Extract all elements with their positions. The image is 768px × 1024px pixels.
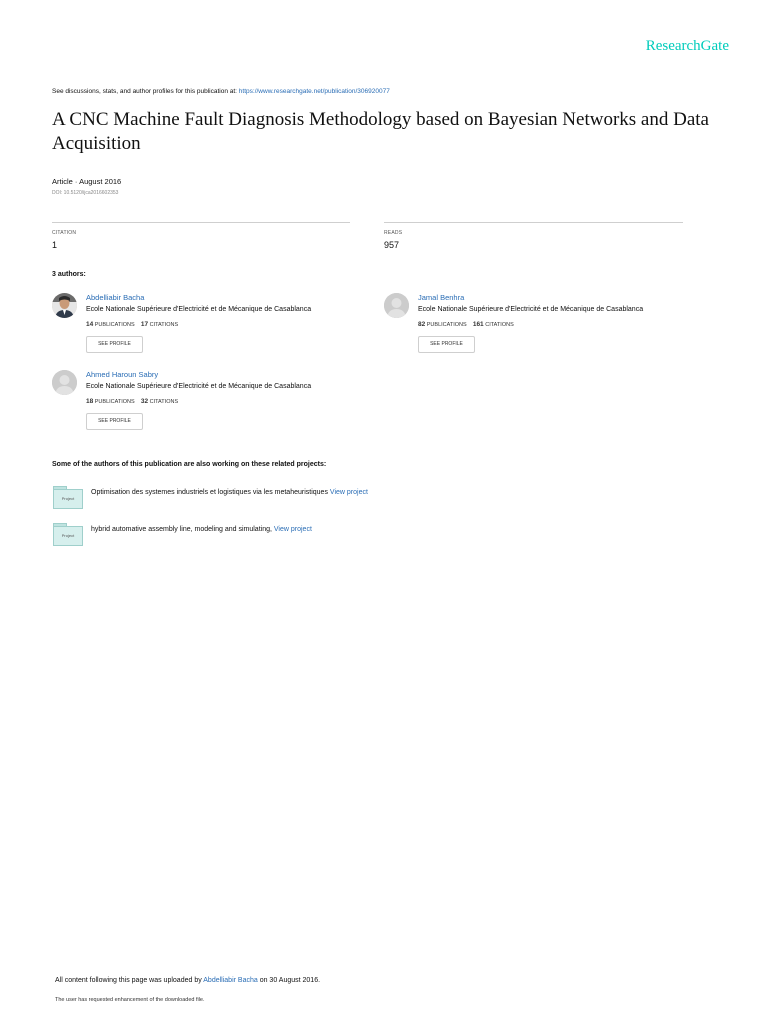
project-text [91,526,312,533]
doi: DOI: 10.5120/ijca2016602353 [52,190,119,196]
citations-label: CITATION [52,230,77,236]
see-profile-button[interactable]: SEE PROFILE [86,413,143,430]
citations-count: 161 [472,321,484,328]
author-institution: Ecole Nationale Supérieure d'Electricité et de Mécanique de Casablanca [418,306,644,313]
author-institution: Ecole Nationale Supérieure d'Electricité et de Mécanique de Casablanca [86,383,312,390]
authors-heading: 3 authors: [52,271,86,278]
publications-label: PUBLICATIONS [94,322,135,328]
divider-reads [384,222,683,223]
project-folder-icon: Project [53,523,83,547]
author-name[interactable]: Abdelliabir Bacha [86,293,145,302]
paper-title: A CNC Machine Fault Diagnosis Methodology based on Bayesian Networks and Data Acquisition [52,109,709,154]
related-projects-heading: Some of the authors of this publication are also working on these related projects: [52,461,327,468]
citations-label: CITATIONS [485,322,514,328]
view-project-link[interactable]: View project [329,489,368,496]
author-name[interactable]: Jamal Benhra [418,293,465,302]
author-stats [86,321,178,328]
view-project-link[interactable]: View project [273,526,312,533]
citations-count: 32 [140,398,149,405]
project-title: Optimisation des systemes industriels et logistiques via les metaheuristiques [91,489,328,496]
publications-label: PUBLICATIONS [94,399,135,405]
reads-label: READS [384,230,403,236]
citations-value: 1 [52,240,58,250]
upload-prefix: All content following this page was uploaded by [55,977,204,984]
citations-label: CITATIONS [149,322,179,328]
discussion-line [52,88,390,95]
publications-count: 14 [86,321,94,328]
divider-citations [52,222,350,223]
author-stats [86,398,178,405]
author-stats [418,321,514,328]
project-item [53,523,553,553]
see-profile-button[interactable]: SEE PROFILE [418,336,475,353]
author-card [384,293,694,365]
citations-count: 17 [140,321,149,328]
project-text [91,489,368,496]
avatar-placeholder-icon[interactable] [384,293,409,318]
author-name[interactable]: Ahmed Haroun Sabry [86,370,159,379]
author-institution: Ecole Nationale Supérieure d'Electricité et de Mécanique de Casablanca [86,306,312,313]
see-profile-button[interactable]: SEE PROFILE [86,336,143,353]
discussion-text: See discussions, stats, and author profiles for this publication at: [52,88,239,95]
reads-value: 957 [384,240,400,250]
avatar-placeholder-icon[interactable] [52,370,77,395]
project-item [53,486,553,516]
publications-count: 82 [418,321,426,328]
publications-count: 18 [86,398,94,405]
author-card [52,370,362,442]
uploader-link[interactable]: Abdelliabir Bacha [203,977,258,984]
publications-label: PUBLICATIONS [426,322,467,328]
author-card [52,293,362,365]
avatar-photo[interactable] [52,293,77,318]
citations-label: CITATIONS [149,399,179,405]
project-title: hybrid automative assembly line, modeling and simulating, [91,526,272,533]
upload-suffix: on 30 August 2016. [257,977,321,984]
publication-link[interactable]: https://www.researchgate.net/publication/306920077 [238,88,390,95]
enhancement-note: The user has requested enhancement of the downloaded file. [55,997,205,1003]
project-folder-icon: Project [53,486,83,510]
upload-note [55,977,320,984]
article-meta: Article · August 2016 [52,177,122,186]
researchgate-logo[interactable]: ResearchGate [645,38,729,54]
